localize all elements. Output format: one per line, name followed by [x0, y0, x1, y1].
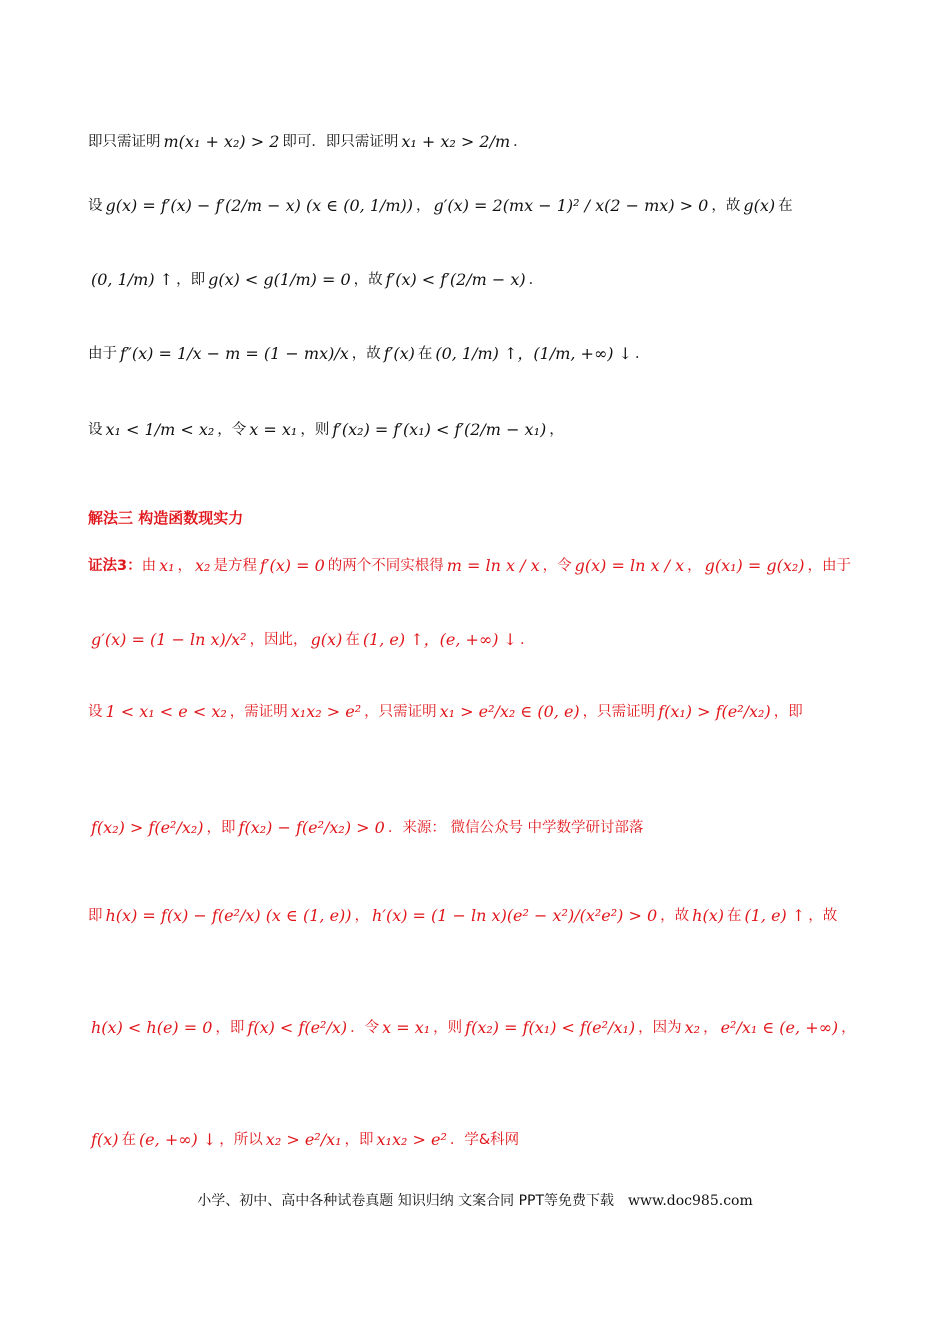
text-fragment: ，	[549, 422, 564, 438]
formula: (e, +∞) ↓	[138, 1130, 217, 1149]
text-fragment: 解法三 构造函数现实力	[88, 509, 244, 527]
formula: x₂	[684, 1018, 701, 1037]
text-fragment: ，需证明	[229, 704, 288, 720]
formula: x₁ > e²/x₂ ∈ (0, e)	[439, 702, 580, 721]
text-fragment: ，即	[773, 704, 803, 720]
text-fragment: 设	[88, 198, 103, 214]
formula: (0, 1/m) ↑，(1/m, +∞) ↓	[435, 344, 633, 363]
text-fragment: ，因为	[638, 1020, 682, 1036]
formula: f(x₂) > f(e²/x₂)	[91, 818, 204, 837]
text-fragment: ，即	[176, 272, 206, 288]
text-fragment: 在	[778, 198, 793, 214]
text-fragment: 在	[726, 908, 742, 924]
formula: 1 < x₁ < e < x₂	[105, 702, 227, 721]
text-fragment: ，即	[206, 820, 236, 836]
text-fragment: ．	[635, 346, 650, 362]
text-fragment: ，故	[353, 272, 383, 288]
formula: x₁ < 1/m < x₂	[105, 420, 215, 439]
formula: m(x₁ + x₂) > 2	[163, 132, 280, 151]
page-footer	[0, 1190, 950, 1210]
formula: f′(x) = 0	[259, 556, 325, 575]
math-line	[88, 196, 793, 216]
formula: g(x) = f′(x) − f′(2/m − x) (x ∈ (0, 1/m))	[105, 196, 414, 215]
formula: x₁ + x₂ > 2/m	[401, 132, 511, 151]
formula: g(x₁) = g(x₂)	[704, 556, 805, 575]
formula: x = x₁	[249, 420, 298, 439]
text-fragment: 证法3：	[88, 558, 142, 574]
footer-text: 小学、初中、高中各种试卷真题 知识归纳 文案合同 PPT等免费下载	[197, 1193, 615, 1209]
text-fragment: ，则	[300, 422, 330, 438]
text-fragment: .	[519, 632, 525, 648]
formula: (1, e) ↑，(e, +∞) ↓	[362, 630, 517, 649]
text-fragment: ．学&科网	[449, 1132, 520, 1148]
footer-url: www.doc985.com	[628, 1193, 753, 1209]
text-fragment: ，	[687, 558, 702, 574]
formula: f(x) < f(e²/x)	[247, 1018, 348, 1037]
formula: (0, 1/m) ↑	[91, 270, 174, 289]
text-fragment: ，即	[215, 1020, 245, 1036]
math-line	[88, 818, 644, 838]
formula: h(x)	[692, 906, 724, 925]
math-line	[88, 630, 525, 650]
formula: x₂	[195, 556, 211, 575]
formula: e²/x₁ ∈ (e, +∞)	[720, 1018, 839, 1037]
formula: g(x) < g(1/m) = 0	[208, 270, 351, 289]
text-fragment: ，所以	[219, 1132, 263, 1148]
text-fragment: ，令	[217, 422, 247, 438]
math-line	[88, 344, 650, 364]
formula: x₂ > e²/x₁	[265, 1130, 342, 1149]
formula: h′(x) = (1 − ln x)(e² − x²)/(x²e²) > 0	[372, 906, 658, 925]
text-fragment: ，只需证明	[582, 704, 656, 720]
text-fragment: 是方程	[213, 558, 257, 574]
text-fragment: ，	[177, 558, 193, 574]
formula: f′(x₂) = f′(x₁) < f′(2/m − x₁)	[332, 420, 547, 439]
math-line	[88, 132, 528, 152]
formula: f(x₂) − f(e²/x₂) > 0	[238, 818, 385, 837]
formula: g′(x) = (1 − ln x)/x²	[91, 630, 247, 649]
formula: x₁x₂ > e²	[376, 1130, 447, 1149]
formula: g(x)	[743, 196, 776, 215]
text-fragment: ，即	[344, 1132, 374, 1148]
formula: f′(x) < f′(2/m − x)	[385, 270, 526, 289]
text-fragment: 由于	[88, 346, 117, 362]
text-fragment: ．	[528, 272, 544, 288]
text-fragment: ，	[841, 1020, 856, 1036]
text-fragment: ，由于	[807, 558, 852, 574]
text-fragment: ，则	[433, 1020, 463, 1036]
text-fragment: ，	[354, 908, 370, 924]
math-line	[88, 556, 851, 576]
math-line	[88, 420, 564, 440]
text-fragment: 即可．即只需证明	[282, 134, 399, 150]
formula: x₁	[159, 556, 175, 575]
text-fragment: 的两个不同实根得	[327, 558, 444, 574]
text-fragment: 即	[88, 908, 103, 924]
text-fragment: ，因此，	[249, 632, 308, 648]
section-heading	[88, 508, 243, 528]
formula: f(x)	[91, 1130, 119, 1149]
text-fragment: ，只需证明	[364, 704, 437, 720]
math-line	[88, 1018, 856, 1038]
text-fragment: 在	[345, 632, 360, 648]
text-fragment: ，	[416, 198, 431, 214]
formula: f(x₁) > f(e²/x₂)	[658, 702, 771, 721]
text-fragment: ，故	[660, 908, 690, 924]
math-line	[88, 906, 837, 926]
text-fragment: 即只需证明	[88, 134, 161, 150]
formula: f″(x) = 1/x − m = (1 − mx)/x	[120, 344, 349, 363]
math-line	[88, 270, 543, 290]
math-line	[88, 1130, 519, 1150]
text-fragment: ，故	[808, 908, 838, 924]
formula: f(x₂) = f(x₁) < f(e²/x₁)	[465, 1018, 636, 1037]
formula: h(x) < h(e) = 0	[91, 1018, 213, 1037]
text-fragment: ．令	[350, 1020, 380, 1036]
formula: g′(x) = 2(mx − 1)² / x(2 − mx) > 0	[433, 196, 709, 215]
text-fragment: ．	[513, 134, 528, 150]
math-line	[88, 702, 803, 722]
formula: x = x₁	[382, 1018, 431, 1037]
formula: m = ln x / x	[446, 556, 540, 575]
text-fragment: ．来源： 微信公众号 中学数学研讨部落	[387, 820, 644, 836]
text-fragment: 由	[141, 558, 157, 574]
formula: x₁x₂ > e²	[290, 702, 362, 721]
text-fragment: ，	[703, 1020, 718, 1036]
text-fragment: ，故	[351, 346, 381, 362]
text-fragment: 设	[88, 422, 103, 438]
text-fragment: ，令	[542, 558, 572, 574]
text-fragment: 设	[88, 704, 103, 720]
text-fragment: 在	[417, 346, 433, 362]
formula: f′(x)	[383, 344, 415, 363]
formula: g(x)	[310, 630, 343, 649]
text-fragment: 在	[121, 1132, 136, 1148]
formula: (1, e) ↑	[744, 906, 806, 925]
formula: g(x) = ln x / x	[574, 556, 685, 575]
formula: h(x) = f(x) − f(e²/x) (x ∈ (1, e))	[105, 906, 352, 925]
text-fragment: ，故	[711, 198, 741, 214]
